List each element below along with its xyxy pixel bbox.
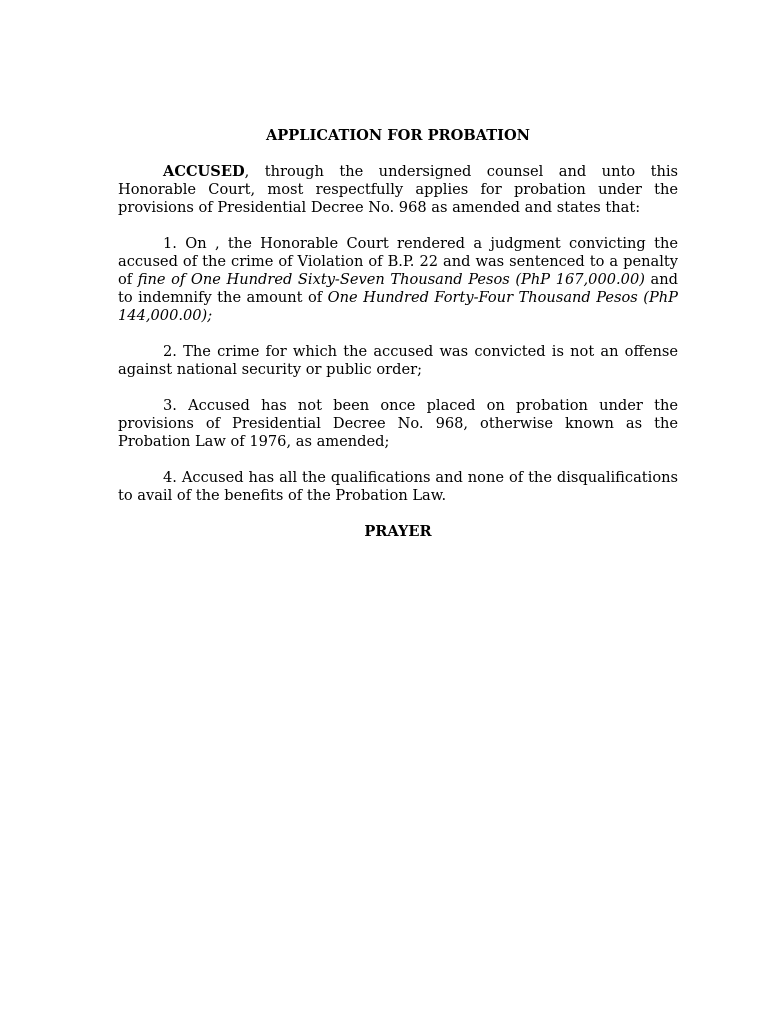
accused-label: ACCUSED — [163, 163, 245, 180]
paragraph-2: 2. The crime for which the accused was convicted is not an offense against national security or public order; — [118, 343, 678, 378]
paragraph-4: 4. Accused has all the qualifications and none of the disqualifications to avail of the benefits of the Probation Law. — [118, 469, 678, 504]
intro-paragraph — [118, 163, 678, 217]
paragraph-1-indemnity: One Hundred Forty-Four Thousand Pesos (PhP 144,000.00); — [118, 289, 678, 324]
prayer-heading: PRAYER — [364, 523, 432, 540]
document-title: APPLICATION FOR PROBATION — [265, 127, 530, 144]
document-body — [118, 127, 678, 541]
paragraph-1-text-b: and to indemnify the amount of — [118, 271, 678, 306]
paragraph-1-fine: fine of One Hundred Sixty-Seven Thousand Pesos (PhP 167,000.00) — [137, 271, 645, 288]
paragraph-1-text-a: 1. On , the Honorable Court rendered a judgment convicting the accused of the crime of Violation of B.P. 22 and was sentenced to a penalty of — [118, 235, 678, 288]
paragraph-3: 3. Accused has not been once placed on probation under the provisions of Presidential Decree No. 968, otherwise known as the Probation Law of 1976, as amended; — [118, 397, 678, 450]
paragraph-1 — [118, 235, 678, 325]
intro-text: , through the undersigned counsel and unto this Honorable Court, most respectfully applies for probation under the provisions of Presidential Decree No. 968 as amended and states that: — [118, 163, 678, 216]
